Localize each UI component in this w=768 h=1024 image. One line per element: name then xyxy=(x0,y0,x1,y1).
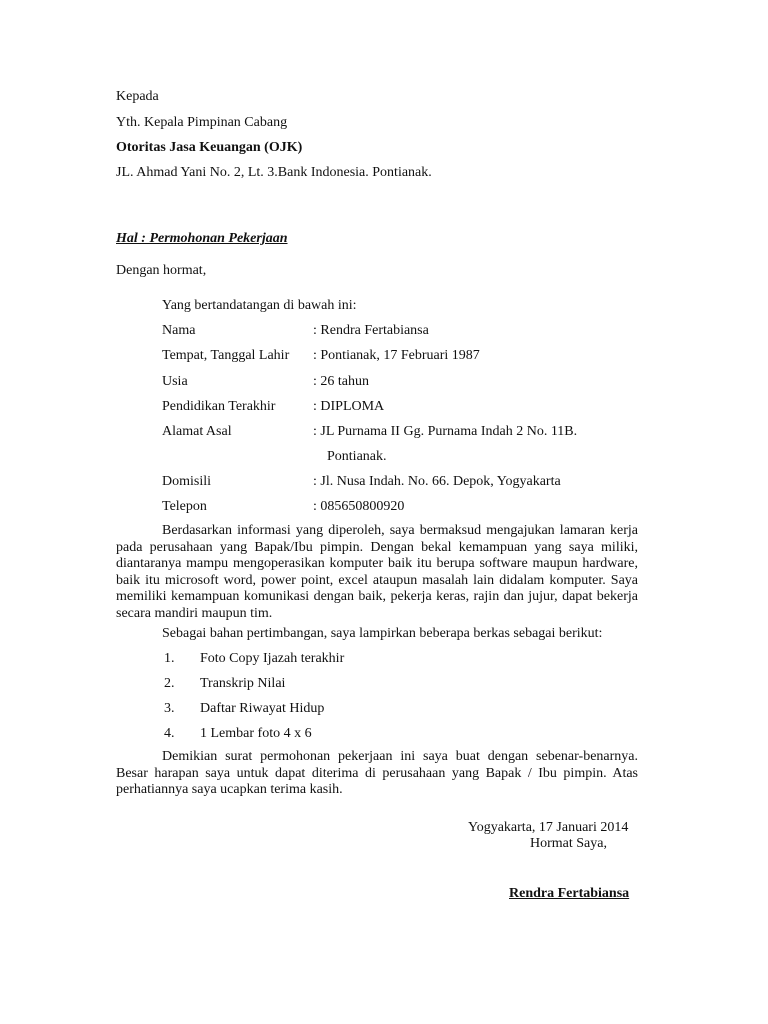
value-alamat-asal-line2: Pontianak. xyxy=(327,449,387,464)
body-paragraph: Berdasarkan informasi yang diperoleh, saya bermaksud mengajukan lamaran kerja pada perusahaan yang Bapak/Ibu pimpin. Dengan bekal kemampuan yang saya miliki, diantaranya mampu mengoperasikan komputer baik itu berupa software maupun hardware, baik itu microsoft word, power point, excel ataupun masalah lain didalam komputer. Saya memiliki kemampuan komunikasi dengan baik, pekerja keras, rajin dan jujur, dapat bekerja secara mandiri maupun tim. xyxy=(116,523,638,621)
label-alamat-asal: Alamat Asal xyxy=(162,424,232,439)
applicant-intro: Yang bertandatangan di bawah ini: xyxy=(162,298,357,313)
label-domisili: Domisili xyxy=(162,474,212,489)
attachment-number: 2. xyxy=(164,676,175,691)
value-usia: : 26 tahun xyxy=(313,374,369,389)
signature-name: Rendra Fertabiansa xyxy=(509,886,630,901)
recipient-organization: Otoritas Jasa Keuangan (OJK) xyxy=(116,140,303,155)
value-nama: : Rendra Fertabiansa xyxy=(313,323,429,338)
value-domisili: : Jl. Nusa Indah. No. 66. Depok, Yogyakarta xyxy=(313,474,561,489)
letter-greeting: Dengan hormat, xyxy=(116,263,207,278)
attachment-item: 1 Lembar foto 4 x 6 xyxy=(200,726,312,741)
label-pendidikan: Pendidikan Terakhir xyxy=(162,399,276,414)
label-usia: Usia xyxy=(162,374,188,389)
attachment-item: Foto Copy Ijazah terakhir xyxy=(200,651,345,666)
attachment-item: Daftar Riwayat Hidup xyxy=(200,701,325,716)
attachment-number: 3. xyxy=(164,701,175,716)
signature-closing: Hormat Saya, xyxy=(530,836,607,851)
recipient-salutation: Kepada xyxy=(116,89,159,104)
attachments-intro: Sebagai bahan pertimbangan, saya lampirkan beberapa berkas sebagai berikut: xyxy=(162,626,603,641)
value-alamat-asal: : JL Purnama II Gg. Purnama Indah 2 No. 11B. xyxy=(313,424,578,439)
closing-paragraph-block xyxy=(116,749,638,799)
label-tempat-tanggal-lahir: Tempat, Tanggal Lahir xyxy=(162,348,290,363)
letter-subject: Hal : Permohonan Pekerjaan xyxy=(116,231,288,246)
signature-place-date: Yogyakarta, 17 Januari 2014 xyxy=(468,820,629,835)
attachment-number: 4. xyxy=(164,726,175,741)
closing-paragraph: Demikian surat permohonan pekerjaan ini saya buat dengan sebenar-benarnya. Besar harapan saya untuk dapat diterima di perusahaan yang Bapak / Ibu pimpin. Atas perhatiannya saya ucapkan terima kasih. xyxy=(116,749,638,798)
label-telepon: Telepon xyxy=(162,499,207,514)
recipient-address: JL. Ahmad Yani No. 2, Lt. 3.Bank Indonesia. Pontianak. xyxy=(116,165,432,180)
attachment-item: Transkrip Nilai xyxy=(200,676,286,691)
attachment-number: 1. xyxy=(164,651,175,666)
body-paragraph-block xyxy=(116,523,638,623)
value-telepon: : 085650800920 xyxy=(313,499,405,514)
value-pendidikan: : DIPLOMA xyxy=(313,399,385,414)
label-nama: Nama xyxy=(162,323,196,338)
value-tempat-tanggal-lahir: : Pontianak, 17 Februari 1987 xyxy=(313,348,480,363)
recipient-title: Yth. Kepala Pimpinan Cabang xyxy=(116,115,288,130)
